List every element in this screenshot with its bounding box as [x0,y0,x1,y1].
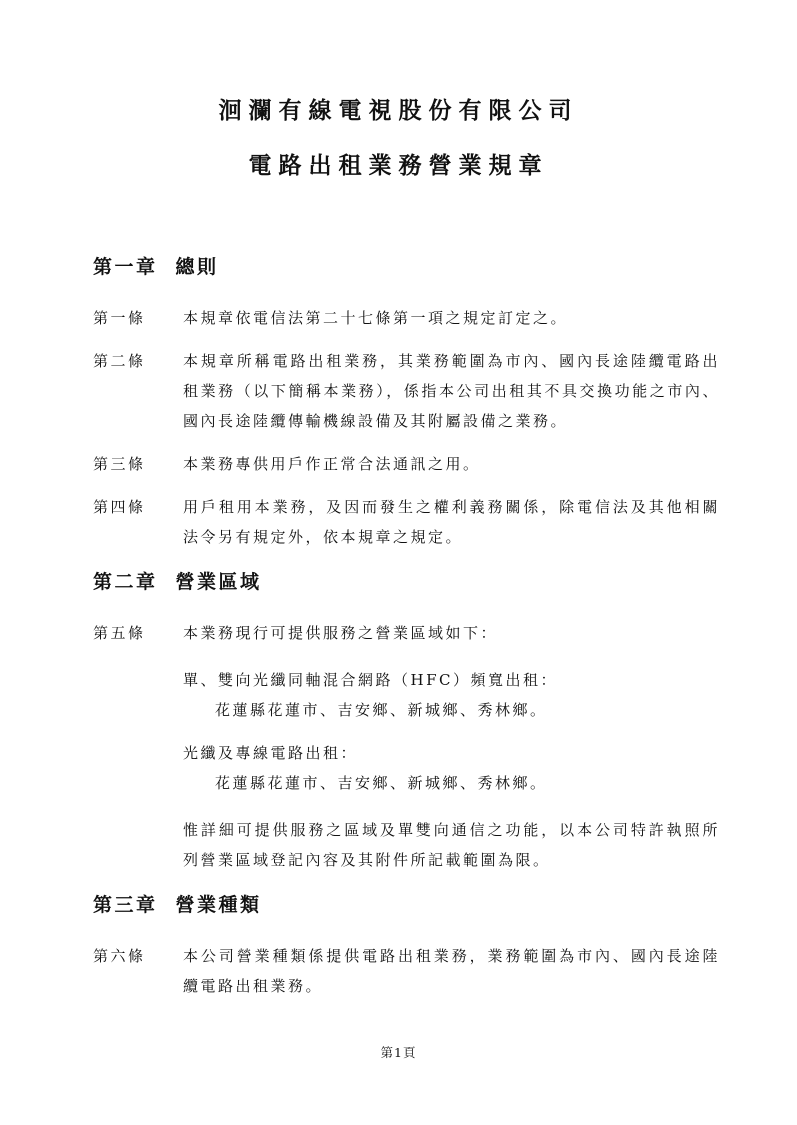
chapter-1-title: 總則 [175,256,219,278]
article-1-label: 第一條 [93,309,146,327]
chapter-3-title: 營業種類 [175,894,262,916]
service-hfc-title: 單、雙向光纖同軸混合網路（HFC）頻寬出租： [183,671,558,689]
service-block-hfc [183,665,720,725]
article-6-text: 本公司營業種類係提供電路出租業務，業務範圍為市內、國內長途陸纜電路出租業務。 [183,947,720,995]
article-5-intro: 本業務現行可提供服務之營業區域如下： [183,624,499,642]
article-2 [93,346,720,436]
service-hfc-areas: 花蓮縣花蓮市、吉安鄉、新城鄉、秀林鄉。 [215,701,548,719]
article-5-note: 惟詳細可提供服務之區域及單雙向通信之功能，以本公司特許執照所列營業區域登記內容及其附件所記載範圍為限。 [183,821,720,869]
article-6-label: 第六條 [93,947,146,965]
article-5-label: 第五條 [93,624,146,642]
chapter-1-number: 第一章 [93,256,158,278]
article-5 [93,618,720,875]
chapter-3-heading [93,889,720,921]
chapter-2-title: 營業區域 [175,571,262,593]
page-number: 第1頁 [380,1045,417,1060]
article-6 [93,941,720,1001]
chapter-1-heading [93,251,720,283]
article-2-text: 本規章所稱電路出租業務，其業務範圍為市內、國內長途陸纜電路出租業務（以下簡稱本業務），係指本公司出租其不具交換功能之市內、國內長途陸纜傳輸機線設備及其附屬設備之業務。 [183,352,720,430]
chapter-2-number: 第二章 [93,571,158,593]
company-name-title: 洄瀾有線電視股份有限公司 [218,97,579,124]
article-4-label: 第四條 [93,498,146,516]
page-footer [0,1043,797,1061]
article-3-text: 本業務專供用戶作正常合法通訊之用。 [183,455,481,473]
service-fiber-areas: 花蓮縣花蓮市、吉安鄉、新城鄉、秀林鄉。 [215,774,548,792]
article-1-text: 本規章依電信法第二十七條第一項之規定訂定之。 [183,309,569,327]
article-4 [93,492,720,552]
article-1 [93,303,720,333]
article-5-body [183,618,720,875]
article-2-label: 第二條 [93,352,146,370]
service-block-fiber [183,738,720,798]
chapter-3-number: 第三章 [93,894,158,916]
chapter-2-heading [93,566,720,598]
document-title: 電路出租業務營業規章 [248,152,549,179]
document-header [0,0,797,181]
article-4-text: 用戶租用本業務，及因而發生之權利義務關係，除電信法及其他相關法令另有規定外，依本規章之規定。 [183,498,720,546]
article-3 [93,449,720,479]
document-body [93,251,720,1001]
article-3-label: 第三條 [93,455,146,473]
service-fiber-title: 光纖及專線電路出租： [183,744,359,762]
